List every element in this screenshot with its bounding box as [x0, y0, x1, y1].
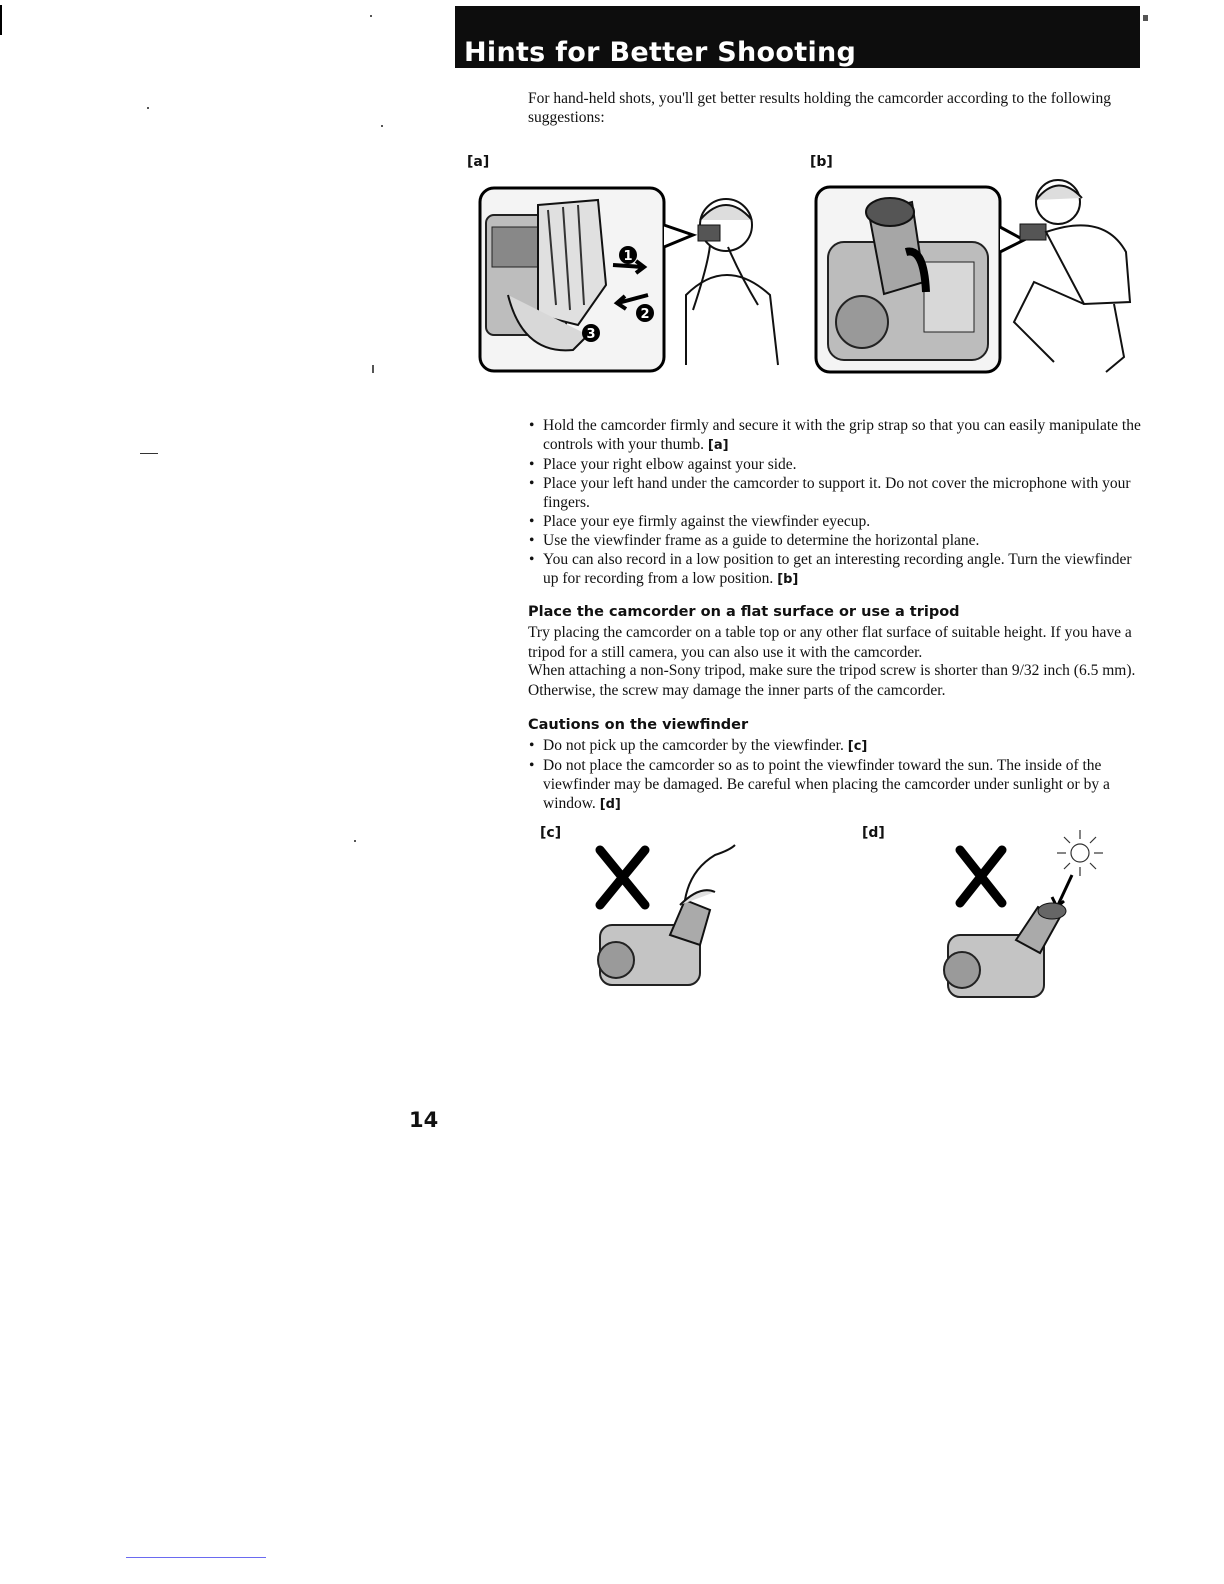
list-item: • Do not pick up the camcorder by the viewfinder. [c]: [528, 736, 1143, 756]
figure-b-illustration: [814, 172, 1136, 380]
list-item: • Do not place the camcorder so as to point the viewfinder toward the sun. The inside of the viewfinder may be damaged. Be careful when placing the camcorder under sunlight or by a window. [d]: [528, 756, 1143, 814]
scan-speck: [370, 15, 372, 17]
scan-speck: [1143, 15, 1148, 21]
tripod-paragraph-1: Try placing the camcorder on a table top or any other flat surface of suitable height. If you have a tripod for a still camera, you can also use it with the camcorder.: [528, 624, 1132, 661]
list-item: • You can also record in a low position to get an interesting recording angle. Turn the viewfinder up for recording from a low position. [b]: [528, 550, 1143, 589]
figure-a-illustration: [478, 185, 790, 375]
scan-edge-mark: [0, 5, 2, 35]
page-number: 14: [409, 1108, 439, 1132]
x-mark-icon: [600, 850, 645, 905]
figure-d-illustration: [940, 825, 1110, 1003]
list-item: • Place your left hand under the camcorder to support it. Do not cover the microphone with your fingers.: [528, 474, 1143, 512]
badge-1: 1: [623, 249, 633, 264]
scan-speck: [140, 453, 158, 454]
badge-2: 2: [640, 307, 650, 322]
badge-3: 3: [586, 327, 596, 342]
page-title: Hints for Better Shooting: [464, 37, 857, 68]
list-item: • Use the viewfinder frame as a guide to determine the horizontal plane.: [528, 531, 1143, 550]
list-item: • Place your right elbow against your side.: [528, 455, 1143, 474]
scan-speck: [381, 125, 383, 127]
scan-speck: [354, 840, 356, 842]
list-item: • Hold the camcorder firmly and secure it with the grip strap so that you can easily manipulate the controls with your thumb. [a]: [528, 416, 1143, 455]
figure-c-label: [c]: [540, 825, 562, 841]
list-item: • Place your eye firmly against the viewfinder eyecup.: [528, 512, 1143, 531]
figure-a-label: [a]: [467, 154, 490, 170]
sun-icon: [1057, 830, 1103, 876]
scan-speck: [147, 107, 149, 109]
figure-c-illustration: [590, 830, 740, 1000]
intro-text: For hand-held shots, you'll get better results holding the camcorder according to the following suggestions:: [528, 90, 1112, 126]
title-bar: [455, 6, 1140, 68]
holding-tips-list: [528, 416, 1143, 589]
x-mark-icon: [960, 850, 1002, 903]
tripod-paragraph-2: When attaching a non-Sony tripod, make sure the tripod screw is shorter than 9/32 inch (6.5 mm). Otherwise, the screw may damage the inner parts of the camcorder.: [528, 662, 1136, 699]
cautions-list: [528, 736, 1143, 814]
tripod-heading: Place the camcorder on a flat surface or use a tripod: [528, 604, 960, 620]
footer-line: [126, 1557, 266, 1558]
cautions-heading: Cautions on the viewfinder: [528, 717, 749, 733]
figure-d-label: [d]: [862, 825, 885, 841]
figure-b-label: [b]: [810, 154, 833, 170]
scan-speck: [372, 365, 374, 373]
